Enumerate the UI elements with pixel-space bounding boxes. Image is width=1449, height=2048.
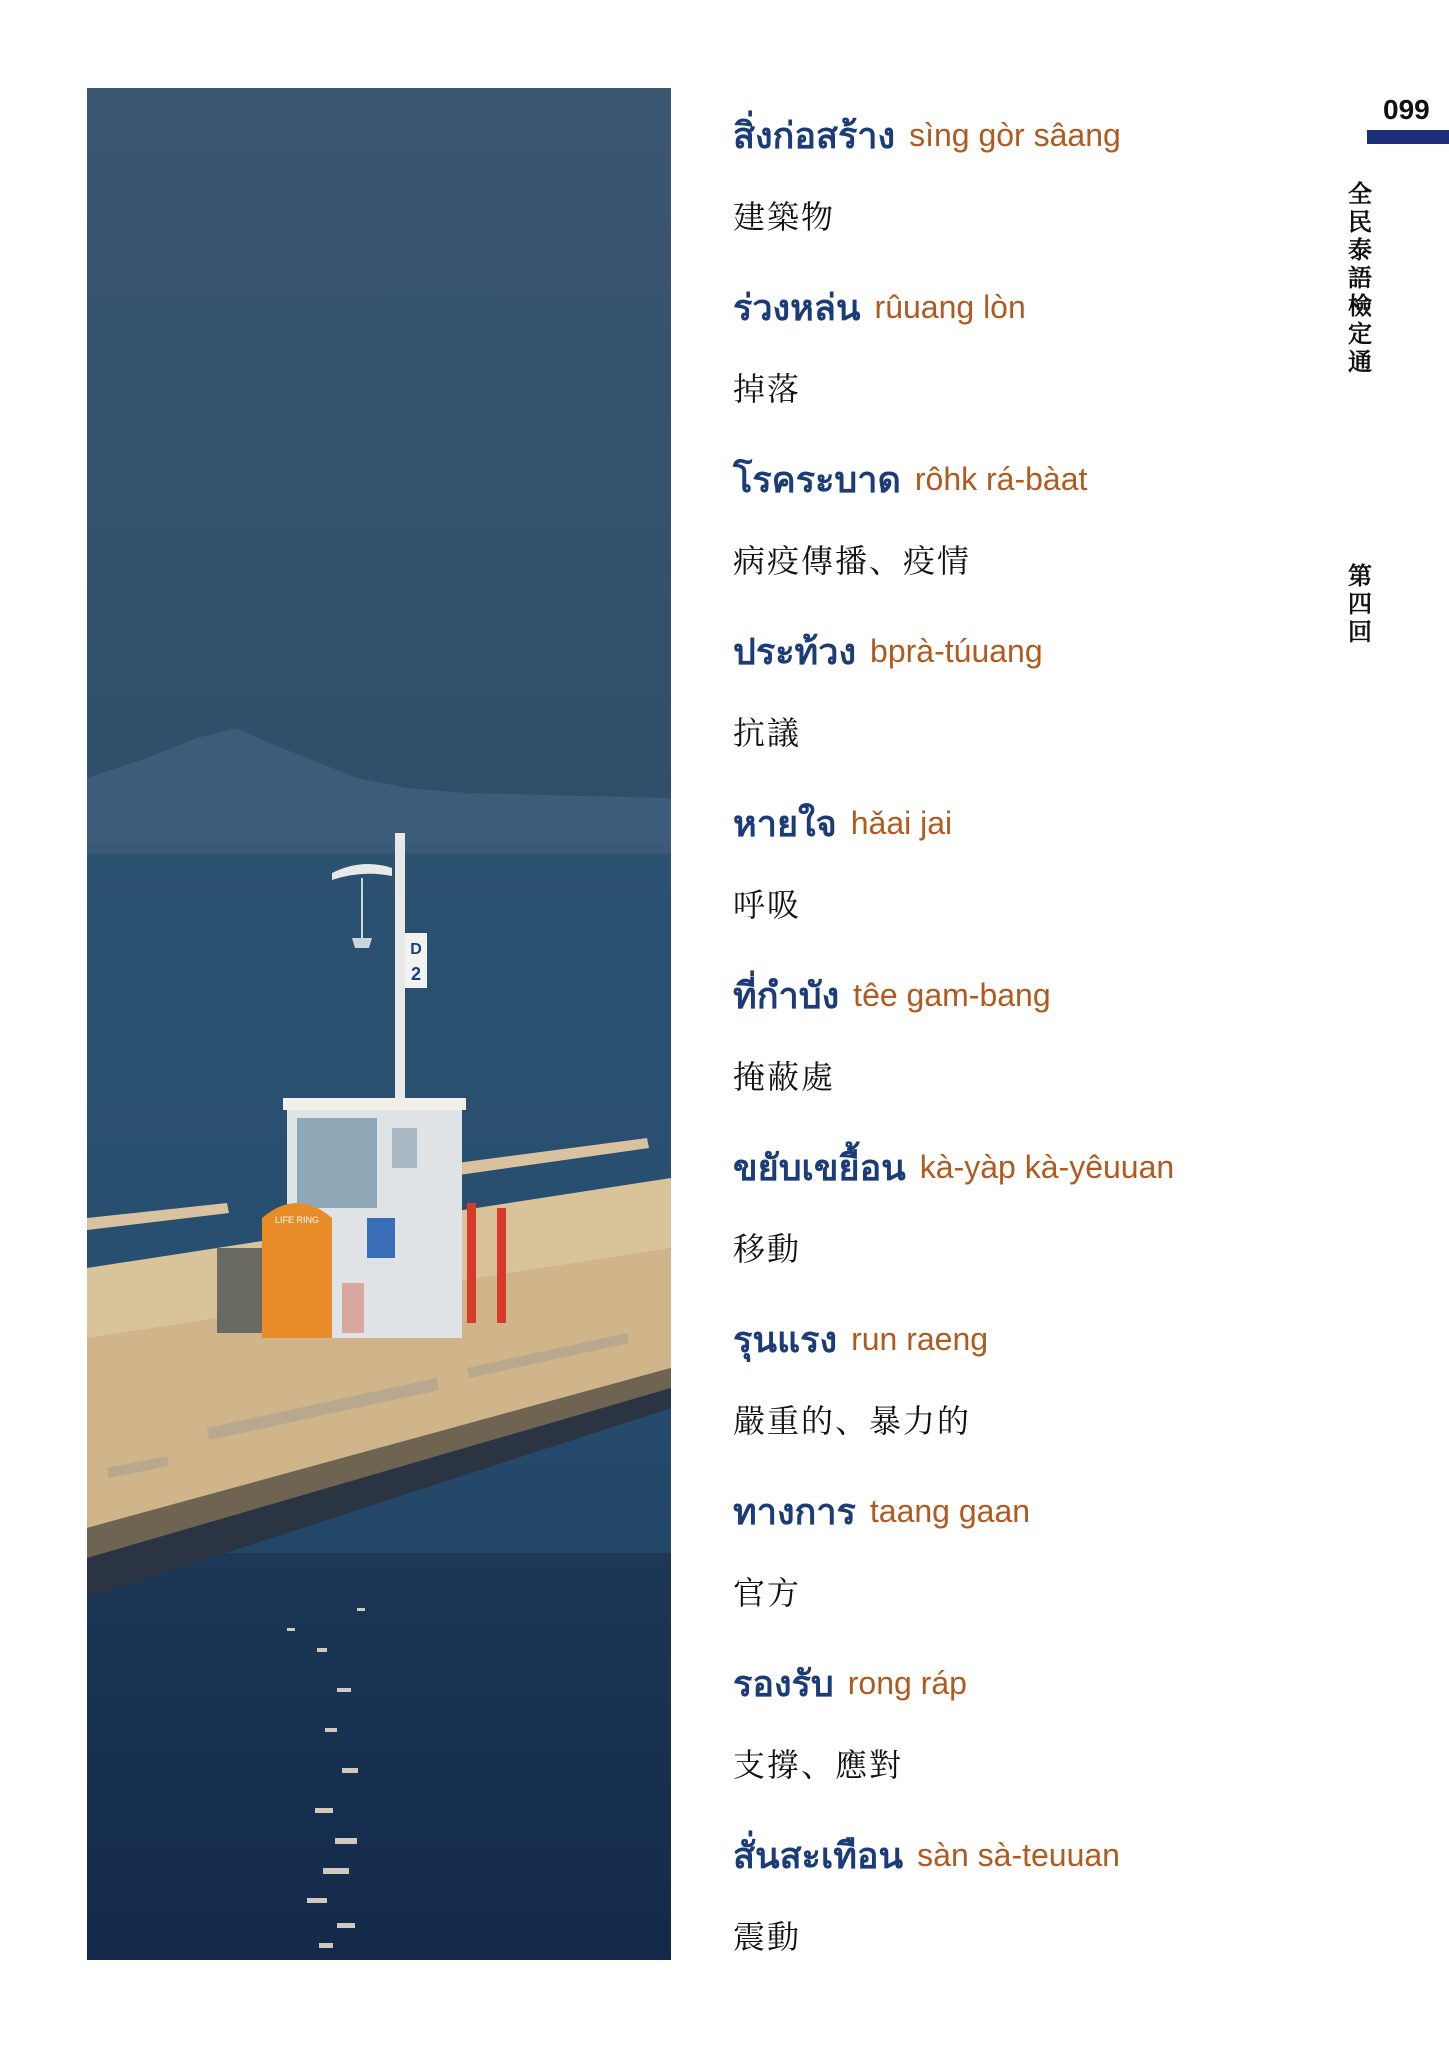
sailboat — [352, 938, 372, 948]
romanization: sàn sà-teuuan — [917, 1836, 1120, 1873]
vocab-entry — [733, 1476, 1333, 1648]
thai-word: ขยับเขยื้อน — [733, 1147, 906, 1189]
thai-word: รุนแรง — [733, 1319, 838, 1361]
thai-word: ร่วงหล่น — [733, 287, 861, 329]
thai-word: ที่กำบัง — [733, 975, 840, 1017]
life-ring-label: LIFE RING — [274, 1215, 320, 1225]
book-title: 全民泰語檢定通 — [1348, 180, 1372, 376]
thai-word: รองรับ — [733, 1663, 834, 1705]
chinese-meaning: 震動 — [733, 1918, 802, 1956]
page-number: 099 — [1383, 94, 1430, 125]
vocab-entry — [733, 1304, 1333, 1476]
chinese-meaning: 呼吸 — [733, 886, 802, 924]
romanization: rong ráp — [847, 1664, 967, 1701]
vocab-entry — [733, 1132, 1333, 1304]
mountain-silhouette — [87, 728, 671, 848]
romanization: kà-yàp kà-yêuuan — [919, 1148, 1175, 1185]
bollard — [497, 1208, 506, 1323]
chapter-label: 第四回 — [1348, 562, 1372, 646]
romanization: sìng gòr sâang — [909, 116, 1121, 153]
chinese-meaning: 移動 — [733, 1230, 802, 1268]
romanization: bprà-túuang — [870, 632, 1043, 669]
sign-letter: D — [410, 941, 422, 958]
romanization: taang gaan — [869, 1492, 1031, 1529]
thai-word: สิ่งก่อสร้าง — [733, 115, 896, 157]
romanization: rôhk rá-bàat — [914, 460, 1088, 497]
thai-word: โรคระบาด — [733, 459, 901, 501]
chinese-meaning: 掩蔽處 — [733, 1058, 836, 1096]
thai-word: ประท้วง — [733, 631, 857, 673]
thai-word: หายใจ — [733, 803, 837, 845]
vocab-entry — [733, 960, 1333, 1132]
chinese-meaning: 抗議 — [733, 714, 802, 752]
thai-word: ทางการ — [733, 1491, 856, 1533]
chinese-meaning: 病疫傳播、疫情 — [733, 542, 972, 580]
vocab-entry — [733, 788, 1333, 960]
romanization: rûuang lòn — [874, 288, 1026, 325]
chinese-meaning: 嚴重的、暴力的 — [733, 1402, 972, 1440]
vocab-entry — [733, 1820, 1333, 1992]
chinese-meaning: 掉落 — [733, 370, 802, 408]
romanization: têe gam-bang — [853, 976, 1051, 1013]
vocab-entry — [733, 272, 1333, 444]
vocab-entry — [733, 444, 1333, 616]
pier-illustration — [87, 88, 671, 1960]
vocab-entry — [733, 1648, 1333, 1820]
chinese-meaning: 建築物 — [733, 198, 836, 236]
vocab-entry — [733, 616, 1333, 788]
chinese-meaning: 支撐、應對 — [733, 1746, 904, 1784]
romanization: run raeng — [851, 1320, 989, 1357]
thai-word: สั่นสะเทือน — [733, 1835, 904, 1877]
light-reflection — [287, 1608, 365, 1948]
vocab-entry — [733, 100, 1333, 272]
romanization: hǎai jai — [850, 804, 953, 841]
sign-number: 2 — [410, 964, 422, 984]
bollard — [467, 1203, 476, 1323]
vocabulary-list — [733, 100, 1333, 1992]
chinese-meaning: 官方 — [733, 1574, 802, 1612]
page-number-bar — [1367, 130, 1449, 144]
pier-photo — [87, 88, 671, 1960]
